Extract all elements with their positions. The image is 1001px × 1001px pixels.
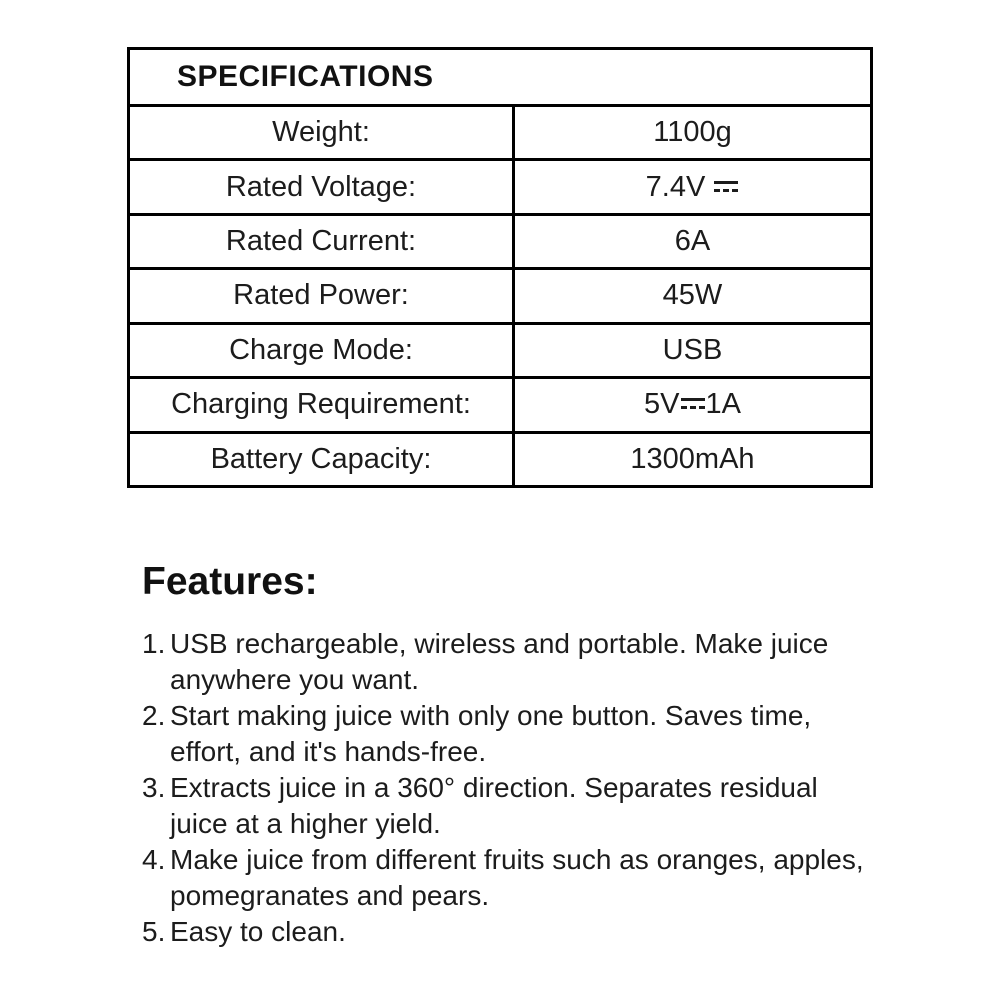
spec-label: Charge Mode: [229, 333, 413, 366]
dc-current-symbol [714, 181, 738, 192]
spec-value-text: 5V 1A [644, 388, 741, 421]
spec-value-text: 6A [674, 225, 711, 258]
spec-label: Rated Voltage: [225, 170, 417, 203]
spec-label: Weight: [272, 116, 370, 149]
spec-value-text: USB [662, 333, 723, 366]
spec-value [512, 325, 870, 376]
spec-label: Charging Requirement: [171, 388, 471, 421]
spec-label: Rated Current: [225, 225, 417, 258]
spec-value [512, 379, 870, 430]
feature-number: 5. [142, 916, 166, 947]
dc-solid-bar [681, 398, 705, 401]
feature-line: effort, and it's hands-free. [170, 736, 487, 767]
feature-line: juice at a higher yield. [170, 808, 441, 839]
feature-line: pomegranates and pears. [170, 880, 490, 911]
spec-row [130, 270, 870, 324]
spec-value-text: 1300mAh [630, 442, 755, 475]
feature-number: 1. [142, 628, 166, 659]
specifications-table [127, 47, 873, 488]
spec-row [130, 434, 870, 485]
feature-line: Easy to clean. [170, 916, 346, 947]
feature-item [142, 770, 922, 842]
feature-item [142, 626, 922, 698]
feature-item [142, 698, 922, 770]
spec-label: Battery Capacity: [210, 442, 432, 475]
feature-text [170, 770, 922, 842]
feature-item [142, 914, 922, 950]
spec-table-title: SPECIFICATIONS [130, 50, 870, 107]
dc-dashed-bar [714, 189, 738, 192]
feature-line: Make juice from different fruits such as oranges, apples, [170, 844, 864, 875]
features-heading: Features: [142, 560, 318, 603]
spec-value [512, 270, 870, 321]
feature-line: Start making juice with only one button. Saves time, [170, 700, 812, 731]
spec-value-text: 7.4V [646, 171, 740, 204]
feature-item [142, 842, 922, 914]
feature-number: 3. [142, 772, 166, 803]
spec-row [130, 325, 870, 379]
spec-table-rows [130, 107, 870, 485]
spec-row [130, 379, 870, 433]
spec-value [512, 107, 870, 158]
features-list [142, 626, 922, 950]
spec-row [130, 216, 870, 270]
spec-value-text: 45W [662, 279, 723, 312]
spec-value [512, 216, 870, 267]
spec-label: Rated Power: [233, 279, 409, 312]
feature-text [170, 626, 922, 698]
feature-text [170, 842, 922, 914]
spec-value-text: 1100g [653, 116, 732, 149]
spec-row [130, 107, 870, 161]
dc-dashed-bar [681, 406, 705, 409]
feature-text [170, 914, 922, 950]
feature-line: USB rechargeable, wireless and portable. Make juice [170, 628, 829, 659]
feature-number: 2. [142, 700, 166, 731]
spec-value [512, 161, 870, 212]
feature-line: Extracts juice in a 360° direction. Separates residual [170, 772, 818, 803]
feature-line: anywhere you want. [170, 664, 420, 695]
feature-text [170, 698, 922, 770]
dc-current-symbol [681, 398, 705, 409]
feature-number: 4. [142, 844, 166, 875]
spec-value [512, 434, 870, 485]
dc-solid-bar [714, 181, 738, 184]
spec-row [130, 161, 870, 215]
